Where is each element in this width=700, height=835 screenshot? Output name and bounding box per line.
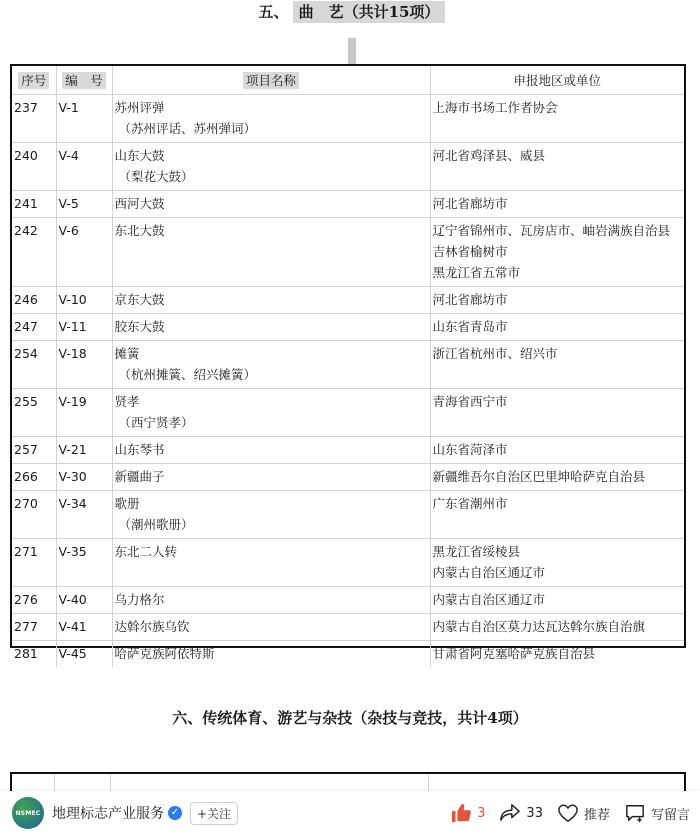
- cell-seq: 255: [12, 389, 56, 437]
- item-subname: （西宁贤孝）: [118, 415, 194, 430]
- thumbs-up-icon: [450, 803, 472, 823]
- cell-code: V-18: [56, 341, 112, 389]
- table-header-row: [12, 66, 684, 95]
- cell-code: V-34: [56, 491, 112, 539]
- section-title-text: 曲 艺（共计15项）: [293, 1, 446, 23]
- table-row: [12, 95, 684, 143]
- cell-region: [430, 614, 684, 641]
- cell-name: [112, 218, 430, 287]
- cell-region: [430, 287, 684, 314]
- region-line: 内蒙古自治区通辽市: [432, 565, 546, 580]
- section-title-5: [0, 1, 700, 23]
- comment-label: 写留言: [650, 807, 690, 823]
- cell-region: [430, 389, 684, 437]
- table-row: [12, 341, 684, 389]
- cell-region: [430, 437, 684, 464]
- item-subname: （杭州摊簧、绍兴摊簧）: [118, 367, 257, 382]
- table-row: [12, 587, 684, 614]
- cell-region: [430, 218, 684, 287]
- table-row: [12, 614, 684, 641]
- table-row: [12, 389, 684, 437]
- item-subname: （潮州歌册）: [118, 517, 194, 532]
- cell-region: [430, 95, 684, 143]
- cell-region: [430, 191, 684, 218]
- cell-name: [112, 341, 430, 389]
- table-row: [12, 287, 684, 314]
- share-count: 33: [526, 805, 543, 821]
- item-name: 贤孝: [114, 394, 140, 409]
- cell-code: V-10: [56, 287, 112, 314]
- cell-name: [112, 389, 430, 437]
- region-line: 河北省廊坊市: [432, 292, 508, 307]
- cell-name: [112, 437, 430, 464]
- table-row: [12, 491, 684, 539]
- cell-seq: 240: [12, 143, 56, 191]
- heritage-table: [10, 64, 686, 661]
- item-name: 西河大鼓: [114, 196, 165, 211]
- verified-icon: ✓: [168, 806, 182, 820]
- like-button[interactable]: [450, 803, 485, 823]
- region-line: 河北省廊坊市: [432, 196, 508, 211]
- item-name: 京东大鼓: [114, 292, 165, 307]
- cell-name: [112, 587, 430, 614]
- table-row: [12, 464, 684, 491]
- account-name[interactable]: 地理标志产业服务: [52, 806, 164, 822]
- cell-name: [112, 95, 430, 143]
- cell-seq: 247: [12, 314, 56, 341]
- region-line: 黑龙江省五常市: [432, 265, 521, 280]
- heart-icon: [557, 803, 579, 823]
- region-line: 黑龙江省绥棱县: [432, 544, 521, 559]
- region-line: 上海市书场工作者协会: [432, 100, 558, 115]
- item-name: 山东琴书: [114, 442, 165, 457]
- item-name: 达斡尔族乌钦: [114, 619, 190, 634]
- header-name: 项目名称: [112, 66, 430, 95]
- item-name: 苏州评弹: [114, 100, 165, 115]
- bottom-bar: [0, 791, 700, 835]
- item-subname: （梨花大鼓）: [118, 169, 194, 184]
- item-name: 乌力格尔: [114, 592, 165, 607]
- cell-region: [430, 539, 684, 587]
- region-line: 吉林省榆树市: [432, 244, 508, 259]
- cell-code: V-11: [56, 314, 112, 341]
- follow-button[interactable]: +关注: [190, 802, 238, 825]
- cell-seq: 270: [12, 491, 56, 539]
- section-number: 五、: [258, 3, 289, 21]
- item-name: 哈萨克族阿依特斯: [114, 646, 215, 661]
- cell-code: V-21: [56, 437, 112, 464]
- item-subname: （苏州评话、苏州弹词）: [118, 121, 257, 136]
- share-button[interactable]: [499, 803, 543, 823]
- cell-code: V-4: [56, 143, 112, 191]
- cell-code: V-5: [56, 191, 112, 218]
- cell-code: V-35: [56, 539, 112, 587]
- table-row: [12, 218, 684, 287]
- header-region: 申报地区或单位: [430, 66, 684, 95]
- scroll-marker: [348, 38, 356, 64]
- header-seq: 序号: [12, 66, 56, 95]
- section-title-6: 六、传统体育、游艺与杂技（杂技与竞技，共计4项）: [172, 709, 528, 727]
- region-line: 河北省鸡泽县、威县: [432, 148, 546, 163]
- comment-button[interactable]: [624, 803, 690, 823]
- region-line: 浙江省杭州市、绍兴市: [432, 346, 558, 361]
- item-name: 新疆曲子: [114, 469, 165, 484]
- cell-seq: 266: [12, 464, 56, 491]
- table-row: [12, 314, 684, 341]
- cell-region: [430, 143, 684, 191]
- cell-code: V-41: [56, 614, 112, 641]
- region-line: 山东省菏泽市: [432, 442, 508, 457]
- cell-region: [430, 491, 684, 539]
- region-line: 广东省潮州市: [432, 496, 508, 511]
- cell-name: [112, 641, 430, 668]
- region-line: 内蒙古自治区通辽市: [432, 592, 546, 607]
- recommend-label: 推荐: [583, 807, 610, 823]
- region-line: 青海省西宁市: [432, 394, 508, 409]
- cell-seq: 277: [12, 614, 56, 641]
- cell-region: [430, 641, 684, 668]
- table-row: [12, 539, 684, 587]
- cell-seq: 237: [12, 95, 56, 143]
- cell-code: V-19: [56, 389, 112, 437]
- comment-icon: [624, 803, 646, 823]
- cell-code: V-6: [56, 218, 112, 287]
- cell-code: V-1: [56, 95, 112, 143]
- like-count: 3: [477, 805, 486, 821]
- cell-seq: 242: [12, 218, 56, 287]
- table-row: [12, 191, 684, 218]
- cell-region: [430, 464, 684, 491]
- region-line: 辽宁省锦州市、瓦房店市、岫岩满族自治县: [432, 223, 671, 238]
- cell-name: [112, 287, 430, 314]
- cell-code: V-45: [56, 641, 112, 668]
- cell-name: [112, 143, 430, 191]
- table-row: [12, 143, 684, 191]
- cell-seq: 246: [12, 287, 56, 314]
- item-name: 胶东大鼓: [114, 319, 165, 334]
- cell-name: [112, 491, 430, 539]
- cell-name: [112, 191, 430, 218]
- recommend-button[interactable]: [557, 803, 610, 823]
- region-line: 甘肃省阿克塞哈萨克族自治县: [432, 646, 596, 661]
- region-line: 山东省青岛市: [432, 319, 508, 334]
- cell-seq: 257: [12, 437, 56, 464]
- cell-seq: 276: [12, 587, 56, 614]
- cell-name: [112, 314, 430, 341]
- cell-name: [112, 614, 430, 641]
- table-row: [12, 437, 684, 464]
- header-code: 编 号: [56, 66, 112, 95]
- share-icon: [499, 803, 521, 823]
- cell-region: [430, 314, 684, 341]
- item-name: 歌册: [114, 496, 140, 511]
- region-line: 新疆维吾尔自治区巴里坤哈萨克自治县: [432, 469, 646, 484]
- cell-seq: 281: [12, 641, 56, 668]
- cell-code: V-40: [56, 587, 112, 614]
- cell-seq: 254: [12, 341, 56, 389]
- cell-region: [430, 341, 684, 389]
- cell-seq: 241: [12, 191, 56, 218]
- region-line: 内蒙古自治区莫力达瓦达斡尔族自治旗: [432, 619, 646, 634]
- account-logo[interactable]: NSMEC: [12, 797, 44, 829]
- item-name: 山东大鼓: [114, 148, 165, 163]
- cell-region: [430, 587, 684, 614]
- table-row: [12, 641, 684, 668]
- cell-name: [112, 464, 430, 491]
- item-name: 东北大鼓: [114, 223, 165, 238]
- cell-code: V-30: [56, 464, 112, 491]
- item-name: 摊簧: [114, 346, 140, 361]
- item-name: 东北二人转: [114, 544, 178, 559]
- cell-name: [112, 539, 430, 587]
- cell-seq: 271: [12, 539, 56, 587]
